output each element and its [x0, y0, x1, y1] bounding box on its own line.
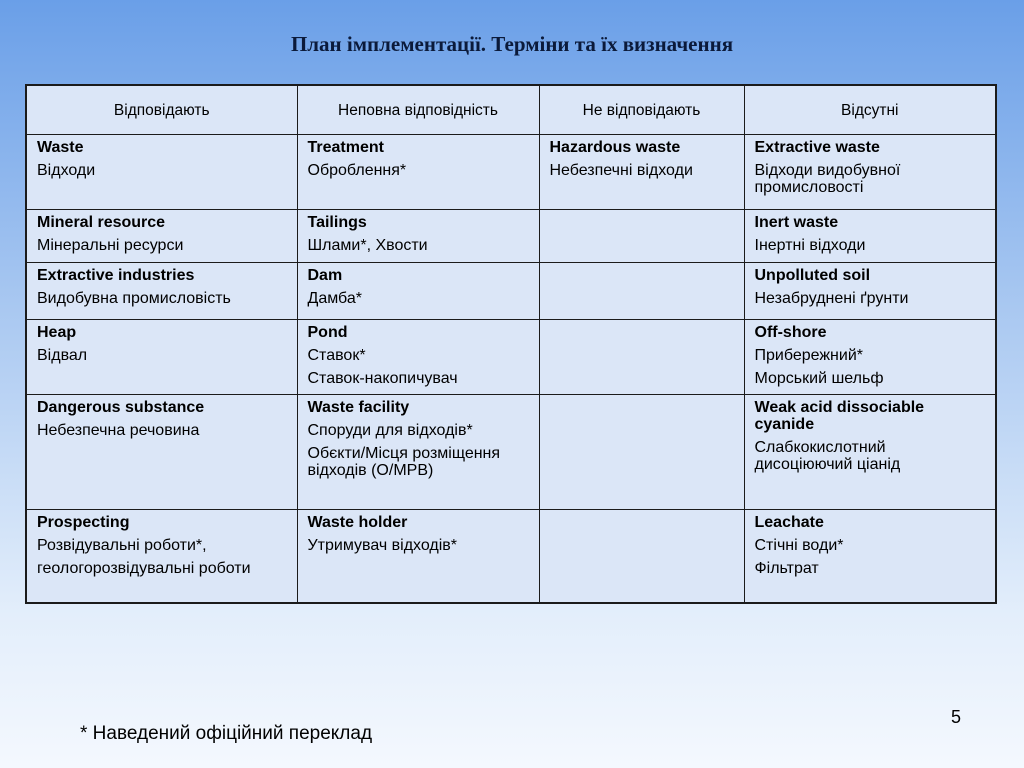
term-english: Extractive industries [37, 267, 195, 284]
footnote: * Наведений офіційний переклад [80, 723, 373, 744]
table-cell [297, 210, 539, 263]
term-english: Heap [37, 324, 77, 341]
term-english: Waste [37, 139, 84, 156]
term-ukrainian: Споруди для відходів* [307, 422, 473, 439]
term-ukrainian: Видобувна промисловість [37, 290, 231, 307]
term-english: Tailings [307, 214, 367, 231]
term-ukrainian: Відходи [37, 162, 96, 179]
term-ukrainian: Стічні води* [754, 537, 844, 554]
term-english: Off-shore [754, 324, 827, 341]
term-ukrainian: Прибережний* [754, 347, 863, 364]
term-ukrainian: Фільтрат [754, 560, 819, 577]
table-row [26, 320, 996, 395]
term-english: Weak acid dissociable cyanide [754, 399, 925, 433]
term-english: Unpolluted soil [754, 267, 871, 284]
term-english: Mineral resource [37, 214, 166, 231]
table-cell [744, 263, 996, 320]
table-cell [297, 510, 539, 603]
term-ukrainian: Ставок* [307, 347, 366, 364]
term-ukrainian: Відходи видобувної промисловості [754, 162, 901, 196]
term-ukrainian: Незабруднені ґрунти [754, 290, 909, 307]
term-english: Waste facility [307, 399, 410, 416]
table-cell [744, 395, 996, 510]
term-english: Treatment [307, 139, 384, 156]
table-cell [26, 510, 297, 603]
term-ukrainian: Інертні відходи [754, 237, 866, 254]
term-ukrainian: Небезпечні відходи [549, 162, 693, 179]
term-english: Hazardous waste [549, 139, 681, 156]
term-english: Leachate [754, 514, 824, 531]
table-cell [744, 510, 996, 603]
table-cell [539, 320, 744, 395]
header-cell: Неповна відповідність [297, 85, 539, 135]
term-english: Extractive waste [754, 139, 880, 156]
term-ukrainian: Мінеральні ресурси [37, 237, 184, 254]
table-cell [26, 135, 297, 210]
term-ukrainian: Шлами*, Хвости [307, 237, 428, 254]
table-cell [26, 263, 297, 320]
term-ukrainian: геологорозвідувальні роботи [37, 560, 251, 577]
header-cell: Не відповідають [539, 85, 744, 135]
term-english: Prospecting [37, 514, 130, 531]
page-number: 5 [951, 707, 962, 727]
table-cell [539, 510, 744, 603]
term-ukrainian: Відвал [37, 347, 88, 364]
table-cell [26, 395, 297, 510]
term-ukrainian: Розвідувальні роботи*, [37, 537, 207, 554]
table-row [26, 135, 996, 210]
table-cell [539, 135, 744, 210]
term-english: Inert waste [754, 214, 839, 231]
term-ukrainian: Морський шельф [754, 370, 884, 387]
table-cell [297, 395, 539, 510]
term-english: Pond [307, 324, 348, 341]
term-ukrainian: Дамба* [307, 290, 362, 307]
table-cell [539, 210, 744, 263]
term-ukrainian: Оброблення* [307, 162, 407, 179]
table-cell [297, 320, 539, 395]
term-ukrainian: Ставок-накопичувач [307, 370, 458, 387]
term-ukrainian: Утримувач відходів* [307, 537, 458, 554]
table-cell [26, 320, 297, 395]
table-cell [26, 210, 297, 263]
table-row [26, 210, 996, 263]
term-english: Dangerous substance [37, 399, 205, 416]
header-cell: Відсутні [744, 85, 996, 135]
term-ukrainian: Слабкокислотний дисоціюючий ціанід [754, 439, 901, 473]
term-english: Waste holder [307, 514, 408, 531]
term-ukrainian: Обєкти/Місця розміщення відходів (О/МРВ) [307, 445, 501, 479]
terms-table [25, 84, 997, 604]
table-row [26, 263, 996, 320]
table-cell [539, 263, 744, 320]
header-row [26, 85, 996, 135]
term-ukrainian: Небезпечна речовина [37, 422, 200, 439]
table-cell [744, 135, 996, 210]
header-cell: Відповідають [26, 85, 297, 135]
term-english: Dam [307, 267, 343, 284]
table-row [26, 510, 996, 603]
table-row [26, 395, 996, 510]
table-cell [744, 320, 996, 395]
table-cell [297, 135, 539, 210]
table-cell [297, 263, 539, 320]
table-cell [539, 395, 744, 510]
slide-title: План імплементації. Терміни та їх визначення [290, 32, 734, 56]
table-cell [744, 210, 996, 263]
